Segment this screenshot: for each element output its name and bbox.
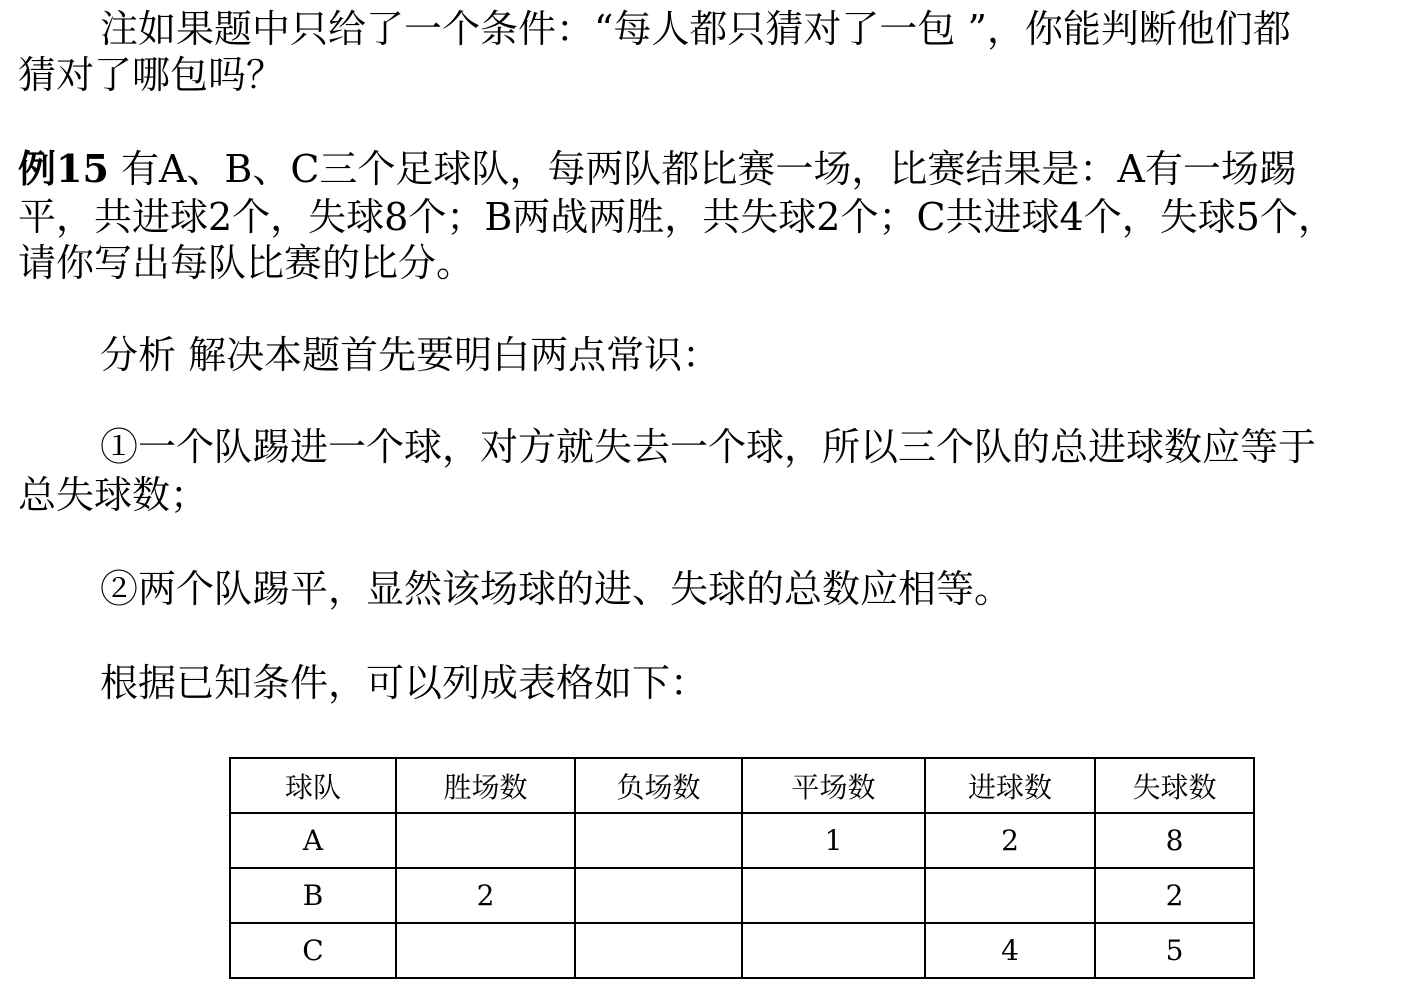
- header-goals-against: 失球数: [1095, 758, 1254, 813]
- cell-goals-for: 4: [925, 923, 1095, 978]
- note-line-2: 猜对了哪包吗？: [18, 53, 285, 97]
- cell-draws: [742, 868, 925, 923]
- table-row: [230, 923, 1254, 978]
- header-draws: 平场数: [742, 758, 925, 813]
- cell-draws: 1: [742, 813, 925, 868]
- cell-losses: [575, 923, 742, 978]
- header-goals-for: 进球数: [925, 758, 1095, 813]
- cell-goals-against: 5: [1095, 923, 1254, 978]
- point-1-line-2: 总失球数；: [18, 473, 209, 517]
- cell-team: B: [230, 868, 396, 923]
- table-header-row: [230, 758, 1254, 813]
- table-row: [230, 868, 1254, 923]
- header-losses: 负场数: [575, 758, 742, 813]
- example-line-2: 平，共进球2个，失球8个；B两战两胜，共失球2个；C共进球4个，失球5个，: [18, 195, 1336, 239]
- cell-losses: [575, 813, 742, 868]
- cell-wins: [396, 813, 575, 868]
- score-table: [229, 757, 1255, 979]
- analysis-line: 分析 解决本题首先要明白两点常识：: [100, 333, 721, 377]
- example-line-1: [18, 146, 1297, 192]
- cell-wins: 2: [396, 868, 575, 923]
- cell-goals-against: 8: [1095, 813, 1254, 868]
- cell-goals-against: 2: [1095, 868, 1254, 923]
- note-line-1: 注如果题中只给了一个条件：“每人都只猜对了一包 ”，你能判断他们都: [100, 7, 1291, 51]
- cell-wins: [396, 923, 575, 978]
- example-text-1: 有A、B、C三个足球队，每两队都比赛一场，比赛结果是：A有一场踢: [108, 147, 1297, 191]
- cell-goals-for: 2: [925, 813, 1095, 868]
- example-line-3: 请你写出每队比赛的比分。: [18, 241, 475, 285]
- header-team: 球队: [230, 758, 396, 813]
- table-row: [230, 813, 1254, 868]
- header-wins: 胜场数: [396, 758, 575, 813]
- cell-team: A: [230, 813, 396, 868]
- cell-losses: [575, 868, 742, 923]
- point-2-line: ②两个队踢平，显然该场球的进、失球的总数应相等。: [100, 567, 1013, 611]
- cell-goals-for: [925, 868, 1095, 923]
- cell-team: C: [230, 923, 396, 978]
- example-label: 例15: [18, 146, 109, 191]
- cell-draws: [742, 923, 925, 978]
- point-1-line-1: ①一个队踢进一个球，对方就失去一个球，所以三个队的总进球数应等于: [100, 425, 1317, 469]
- table-intro-line: 根据已知条件，可以列成表格如下：: [100, 661, 709, 705]
